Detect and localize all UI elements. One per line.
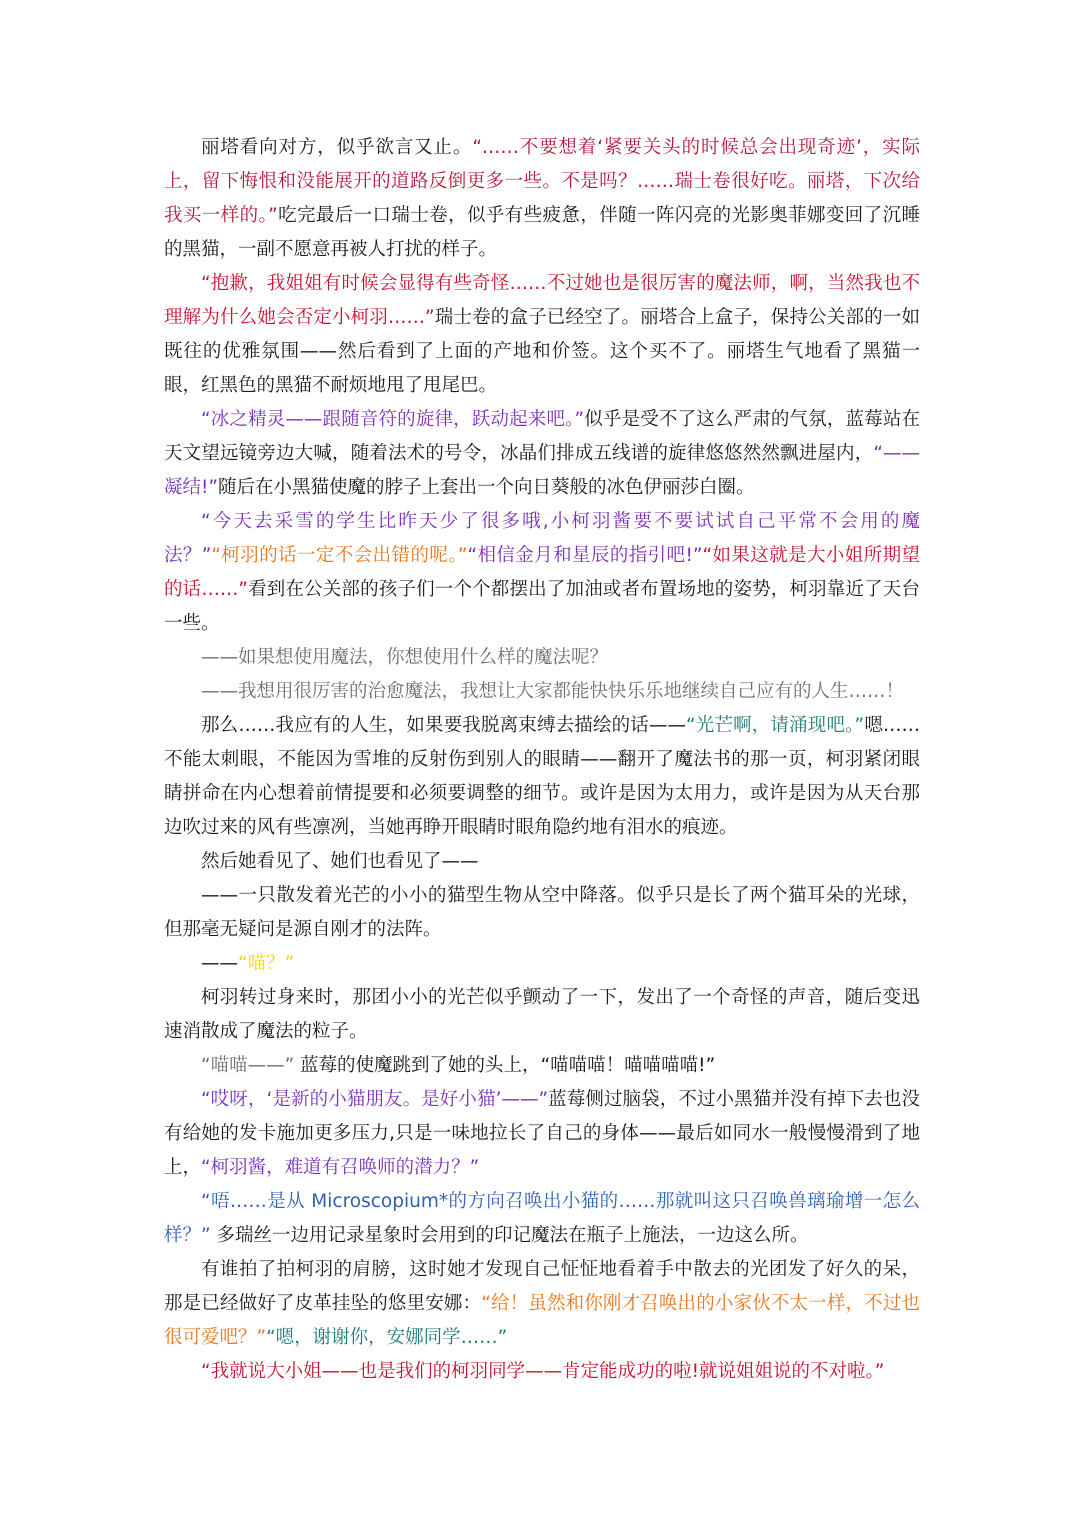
text-segment: “今天去采雪的学生比昨天少了很多哦,小柯羽酱要不要试试自己平常不会用的魔法？” (164, 511, 920, 566)
text-segment: “给！虽然和你刚才召唤出的小家伙不太一样，不过也很可爱吧？” (164, 1293, 920, 1348)
text-segment: —— (201, 953, 238, 974)
text-segment: “唔……是从 Microscopium*的方向召唤出小猫的……那就叫这只召唤兽璃瑜增一怎么样？” (164, 1191, 920, 1246)
text-segment: 蓝莓的使魔跳到了她的头上， (294, 1055, 541, 1076)
text-segment: 看到在公关部的孩子们一个个都摆出了加油或者布置场地的姿势，柯羽靠近了天台一些。 (164, 579, 920, 634)
text-segment: 随后在小黑猫使魔的脖子上套出一个向日葵般的冰色伊丽莎白圈。 (218, 477, 755, 498)
text-segment: 然后她看见了、她们也看见了—— (201, 851, 479, 872)
text-segment: “抱歉，我姐姐有时候会显得有些奇怪……不过她也是很厉害的魔法师，啊，当然我也不理解为什么她会否定小柯羽……” (164, 273, 920, 328)
text-segment: 蓝莓侧过脑袋，不过小黑猫并没有掉下去也没有给她的发卡施加更多压力,只是一味地拉长了自己的身体——最后如同水一般慢慢滑到了地上， (164, 1089, 920, 1178)
text-segment: 那么……我应有的人生，如果要我脱离束缚去描绘的话—— (201, 715, 686, 736)
text-segment: 多瑞丝一边用记录星象时会用到的印记魔法在瓶子上施法，一边这么所。 (210, 1225, 809, 1246)
paragraph (164, 267, 920, 403)
text-segment: “如果这就是大小姐所期望的话……” (164, 545, 920, 600)
text-segment: “柯羽酱，难道有召唤师的潜力？” (201, 1157, 480, 1178)
paragraph (164, 709, 920, 845)
text-segment: “我就说大小姐——也是我们的柯羽同学——肯定能成功的啦!就说姐姐说的不对啦。” (201, 1361, 885, 1382)
paragraph (164, 1185, 920, 1253)
paragraph (164, 675, 920, 709)
text-segment: 吃完最后一口瑞士卷，似乎有些疲惫，伴随一阵闪亮的光影奥菲娜变回了沉睡的黑猫，一副不愿意再被人打扰的样子。 (164, 205, 920, 260)
text-segment: “哎呀，‘是新的小猫朋友。是好小猫’——” (201, 1089, 549, 1110)
paragraph (164, 1083, 920, 1185)
paragraph (164, 981, 920, 1049)
text-segment: “……不要想着‘紧要关头的时候总会出现奇迹’，实际上，留下悔恨和没能展开的道路反倒更多一些。不是吗？……瑞士卷很好吃。丽塔，下次给我买一样的。” (164, 137, 920, 226)
story-text (164, 131, 920, 1389)
text-segment: “——凝结!” (164, 443, 920, 498)
paragraph (164, 505, 920, 641)
paragraph (164, 403, 920, 505)
paragraph (164, 879, 920, 947)
text-segment: “光芒啊，请涌现吧。” (685, 715, 865, 736)
text-segment: “冰之精灵——跟随音符的旋律，跃动起来吧。” (201, 409, 585, 430)
text-segment: 似乎是受不了这么严肃的气氛，蓝莓站在天文望远镜旁边大喊，随着法术的号令，冰晶们排成五线谱的旋律悠悠然然飘进屋内， (164, 409, 920, 464)
text-segment: ——我想用很厉害的治愈魔法，我想让大家都能快快乐乐地继续自己应有的人生……！ (201, 681, 905, 702)
paragraph (164, 1355, 920, 1389)
text-segment: “喵？” (238, 953, 295, 974)
text-segment: “相信金月和星辰的指引吧!” (467, 545, 703, 566)
text-segment: 瑞士卷的盒子已经空了。丽塔合上盒子，保持公关部的一如既往的优雅氛围——然后看到了上面的产地和价签。这个买不了。丽塔生气地看了黑猫一眼，红黑色的黑猫不耐烦地甩了甩尾巴。 (164, 307, 920, 396)
text-segment: “喵喵——” (201, 1055, 295, 1076)
text-segment: 柯羽转过身来时，那团小小的光芒似乎颤动了一下，发出了一个奇怪的声音，随后变迅速消散成了魔法的粒子。 (164, 987, 920, 1042)
paragraph (164, 947, 920, 981)
text-segment: ——如果想使用魔法，你想使用什么样的魔法呢？ (201, 647, 609, 668)
paragraph (164, 1253, 920, 1355)
text-segment: 有谁拍了拍柯羽的肩膀，这时她才发现自己怔怔地看着手中散去的光团发了好久的呆，那是已经做好了皮革挂坠的悠里安娜： (164, 1259, 920, 1314)
text-segment: “嗯，谢谢你，安娜同学……” (266, 1327, 508, 1348)
paragraph (164, 845, 920, 879)
text-segment: 嗯……不能太刺眼，不能因为雪堆的反射伤到别人的眼睛——翻开了魔法书的那一页，柯羽紧闭眼睛拼命在内心想着前情提要和必须要调整的细节。或许是因为太用力，或许是因为从天台那边吹过来的风有些凛冽，当她再睁开眼睛时眼角隐约地有泪水的痕迹。 (164, 715, 920, 838)
text-segment: ——一只散发着光芒的小小的猫型生物从空中降落。似乎只是长了两个猫耳朵的光球，但那毫无疑问是源自刚才的法阵。 (164, 885, 920, 940)
text-segment: “喵喵喵！喵喵喵喵!” (540, 1055, 716, 1076)
text-segment: 丽塔看向对方，似乎欲言又止。 (201, 137, 473, 158)
text-segment: “柯羽的话一定不会出错的呢。” (211, 545, 468, 566)
paragraph (164, 1049, 920, 1083)
paragraph (164, 641, 920, 675)
paragraph (164, 131, 920, 267)
